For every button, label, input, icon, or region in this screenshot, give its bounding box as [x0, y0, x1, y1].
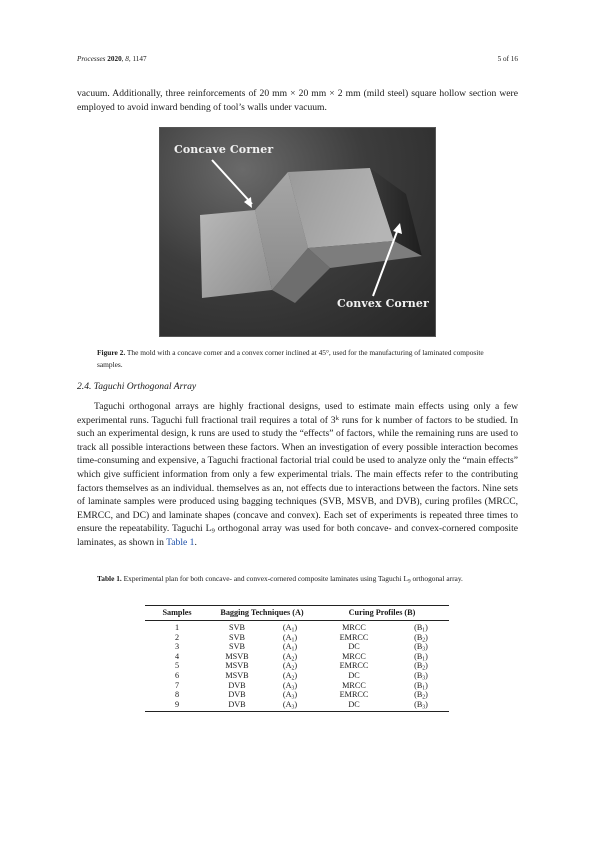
factor-b: B — [416, 661, 423, 671]
cell-sample — [145, 700, 209, 712]
experimental-plan-table — [145, 605, 449, 712]
factor-b-level: 2 — [422, 694, 426, 701]
table-row — [145, 671, 449, 681]
running-header — [77, 55, 518, 67]
cell-bagging — [209, 690, 265, 700]
factor-a-level: 3 — [291, 694, 295, 701]
cell-bagging-level: $(A_2)$ — [282, 661, 298, 672]
cell-curing-level: $(B_3)$ — [414, 670, 428, 682]
mold-photo — [159, 127, 436, 337]
table-header-row — [145, 606, 449, 621]
cell-sample — [145, 642, 209, 652]
table-row — [145, 652, 449, 662]
table-row — [145, 681, 449, 691]
factor-b-level: 1 — [422, 656, 426, 663]
table-row — [145, 633, 449, 643]
sample-number: 3 — [174, 642, 180, 652]
figure-caption — [97, 347, 507, 370]
figure-caption-label: Figure 2. — [97, 348, 126, 357]
bagging-technique: DVB — [228, 690, 246, 700]
factor-a-level: 3 — [291, 685, 295, 692]
factor-b-level: 2 — [422, 637, 426, 644]
cell-curing-level: $(B_1)$ — [414, 680, 428, 692]
cell-bagging-level: $(A_1)$ — [282, 623, 298, 634]
factor-b-level: 3 — [422, 704, 426, 711]
curing-profile: DC — [348, 699, 360, 709]
curing-profile: EMRCC — [339, 690, 369, 700]
sample-number: 9 — [174, 699, 180, 709]
factor-a: A — [285, 623, 292, 632]
factor-a: A — [285, 661, 292, 671]
curing-profile: MRCC — [342, 623, 366, 632]
factor-a-level: 1 — [291, 646, 295, 653]
bagging-technique: SVB — [229, 642, 245, 652]
table-caption-sub: 9 — [408, 578, 411, 585]
factor-a: A — [285, 632, 292, 642]
sample-number: 2 — [174, 632, 180, 642]
section-heading: 2.4. Taguchi Orthogonal Array — [77, 381, 197, 392]
factor-a: A — [285, 651, 292, 661]
cell-sample — [145, 621, 209, 633]
bagging-technique: DVB — [228, 699, 246, 709]
cell-bagging-level: $(A_3)$ — [282, 690, 298, 701]
cell-curing — [315, 633, 393, 643]
cell-bagging — [209, 621, 265, 633]
journal-name: Processes — [77, 55, 106, 63]
factor-b: B — [416, 651, 423, 661]
factor-b-level: 2 — [422, 665, 426, 672]
cell-curing-level: $(B_3)$ — [414, 642, 428, 653]
bagging-technique: SVB — [229, 623, 245, 632]
cell-sample — [145, 681, 209, 691]
bagging-technique: SVB — [229, 632, 245, 642]
cell-curing-level: $(B_2)$ — [414, 661, 428, 672]
para-text-1: Taguchi orthogonal arrays are highly fractional designs, used to estimate main effects using only a few experimental runs. Taguchi full fractional trail requires a total of 3 — [77, 401, 518, 426]
cell-curing — [315, 681, 393, 691]
sample-number: 8 — [174, 690, 180, 700]
factor-a: A — [285, 642, 292, 652]
cell-curing-level: $(B_1)$ — [414, 651, 428, 663]
factor-b: B — [416, 670, 423, 680]
curing-profile: EMRCC — [339, 661, 369, 671]
cell-bagging — [209, 661, 265, 671]
cell-curing-level: $(B_3)$ — [393, 700, 449, 712]
table-caption — [97, 573, 507, 585]
table-caption-label: Table 1. — [97, 574, 122, 583]
bagging-technique: MSVB — [225, 651, 249, 661]
factor-b: B — [416, 642, 423, 652]
bagging-technique: MSVB — [225, 661, 249, 671]
curing-profile: MRCC — [342, 651, 366, 661]
table-caption-text-2: orthogonal array. — [410, 574, 463, 583]
factor-a: A — [285, 690, 292, 700]
factor-b: B — [416, 632, 423, 642]
table-row — [145, 661, 449, 671]
table-row — [145, 642, 449, 652]
cell-curing — [315, 661, 393, 671]
label-concave-corner: Concave Corner — [174, 143, 274, 156]
concave-arrow — [212, 160, 252, 204]
cell-bagging — [209, 671, 265, 681]
cell-bagging — [209, 642, 265, 652]
cell-bagging-level: $(A_2)$ — [282, 670, 298, 682]
cell-curing-level: $(B_1)$ — [414, 623, 428, 634]
journal-citation: Processes 2020, 8, 1147 — [77, 55, 147, 63]
cell-bagging-level: $(A_2)$ — [282, 651, 298, 663]
curing-profile: DC — [348, 642, 360, 652]
factor-a-level: 2 — [291, 665, 295, 672]
factor-a: A — [285, 680, 292, 690]
cell-bagging — [209, 652, 265, 662]
cell-curing — [315, 621, 393, 633]
cell-bagging — [209, 681, 265, 691]
header-samples: Samples — [145, 606, 209, 621]
paragraph-taguchi — [77, 400, 518, 550]
cell-bagging-level: $(A_3)$ — [282, 680, 298, 692]
factor-b-level: 3 — [422, 646, 426, 653]
table-1-link[interactable]: Table 1 — [166, 536, 195, 548]
para-end: . — [194, 536, 197, 548]
cell-bagging-level: $(A_1)$ — [282, 632, 298, 644]
cell-sample — [145, 690, 209, 700]
factor-b-level: 1 — [422, 685, 426, 692]
cell-sample — [145, 661, 209, 671]
superscript-k: k — [335, 414, 339, 422]
factor-b: B — [416, 699, 423, 709]
paragraph-intro: vacuum. Additionally, three reinforcements of 20 mm × 20 mm × 2 mm (mild steel) square hollow section were employed to avoid inward bending of tool’s walls under vacuum. — [77, 88, 518, 113]
factor-a-level: 2 — [291, 656, 295, 663]
cell-bagging-level: $(A_1)$ — [282, 642, 298, 653]
header-curing: Curing Profiles (B) — [315, 606, 449, 621]
header-bagging: Bagging Techniques (A) — [209, 606, 315, 621]
factor-a-level: 1 — [291, 637, 295, 644]
label-convex-corner: Convex Corner — [337, 297, 429, 310]
sample-number: 7 — [174, 680, 180, 690]
curing-profile: DC — [348, 670, 360, 680]
factor-b-level: 1 — [422, 627, 426, 634]
cell-sample — [145, 652, 209, 662]
cell-curing — [315, 652, 393, 662]
curing-profile: EMRCC — [339, 632, 369, 642]
factor-a-level: 1 — [291, 627, 295, 634]
cell-curing — [315, 700, 393, 712]
bagging-technique: MSVB — [225, 670, 249, 680]
cell-curing — [315, 671, 393, 681]
bagging-technique: DVB — [228, 680, 246, 690]
table-row — [145, 700, 449, 712]
para-text-2: runs for k number of factors to be studied. In such an experimental design, k runs are used to study the “effects” of factors, while the remaining runs are used to track all possible interactions between these factors. When an investigation of every possible interaction becomes time-consuming and expensive, a Taguchi fractional factorial trial could be used to analyze only the “main effects” which give sufficient information from only a few experimental trials. The main effects refer to the contributing factors themselves as an individual. themselves as an, not effects due to interactions between the factors. Nine sets of laminate samples were produced using bagging techniques (SVB, MSVB, and DVB), curing profiles (MRCC, EMRCC, and DC) and laminate shapes (concave and convex). Each set of experiments is repeated three times to ensure the repeatability. Taguchi L — [77, 414, 518, 535]
cell-curing — [315, 690, 393, 700]
table-row — [145, 690, 449, 700]
cell-curing-level: $(B_2)$ — [414, 690, 428, 701]
journal-year: 2020 — [107, 55, 122, 63]
sample-number: 1 — [174, 623, 180, 632]
sample-number: 5 — [174, 661, 180, 671]
cell-bagging — [209, 700, 265, 712]
figure-caption-text: The mold with a concave corner and a convex corner inclined at 45°, used for the manufacturing of laminated composite samples. — [97, 348, 484, 369]
curing-profile: MRCC — [342, 680, 366, 690]
article-number: 1147 — [132, 55, 147, 63]
factor-b: B — [416, 680, 423, 690]
page-number: 5 of 16 — [497, 55, 518, 63]
sample-number: 6 — [174, 670, 180, 680]
journal-volume: 8 — [125, 55, 129, 63]
factor-a: A — [285, 670, 292, 680]
sample-number: 4 — [174, 651, 180, 661]
cell-curing-level: $(B_2)$ — [414, 632, 428, 644]
cell-bagging-level: $(A_3)$ — [265, 700, 315, 712]
cell-bagging — [209, 633, 265, 643]
factor-b: B — [416, 690, 423, 700]
factor-b: B — [416, 623, 423, 632]
table-caption-text-1: Experimental plan for both concave- and convex-cornered composite laminates using Taguchi L — [123, 574, 409, 583]
para-text-3: orthogonal array was used for both concave- and convex-cornered composite laminates, as shown in — [77, 523, 518, 548]
subscript-9: 9 — [211, 527, 215, 535]
factor-a-level: 3 — [291, 704, 295, 711]
cell-curing — [315, 642, 393, 652]
factor-b-level: 3 — [422, 675, 426, 682]
cell-sample — [145, 633, 209, 643]
factor-a-level: 2 — [291, 675, 295, 682]
factor-a: A — [285, 699, 292, 709]
table-row — [145, 621, 449, 633]
cell-sample — [145, 671, 209, 681]
